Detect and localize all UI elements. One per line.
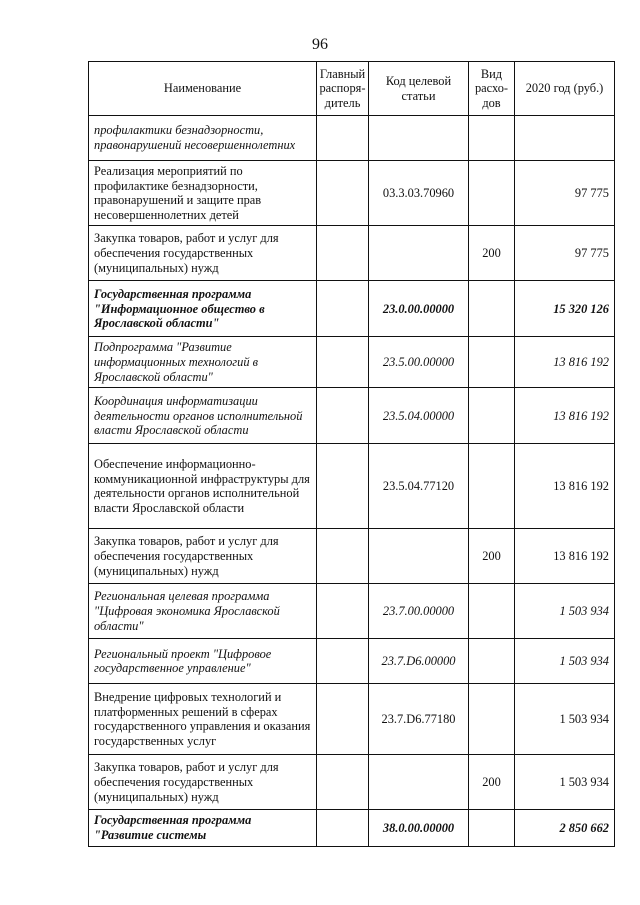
row-chief-manager [317, 755, 369, 810]
row-chief-manager [317, 584, 369, 639]
row-target-code: 23.5.04.00000 [369, 388, 469, 444]
row-name: Региональная целевая программа "Цифровая экономика Ярославской области" [89, 584, 317, 639]
row-amount [515, 116, 615, 161]
row-amount: 1 503 934 [515, 584, 615, 639]
row-expense-type: 200 [469, 755, 515, 810]
row-expense-type [469, 388, 515, 444]
row-expense-type [469, 161, 515, 226]
row-target-code: 23.7.D6.00000 [369, 639, 469, 684]
row-amount: 97 775 [515, 161, 615, 226]
row-chief-manager [317, 281, 369, 337]
row-amount: 1 503 934 [515, 755, 615, 810]
row-target-code: 23.5.00.00000 [369, 337, 469, 388]
row-name: Закупка товаров, работ и услуг для обеспечения государственных (муниципальных) нужд [89, 226, 317, 281]
header-year-amount: 2020 год (руб.) [515, 62, 615, 116]
header-chief-manager: Главный распоря-дитель [317, 62, 369, 116]
row-name: профилактики безнадзорности, правонарушений несовершеннолетних [89, 116, 317, 161]
row-expense-type [469, 281, 515, 337]
row-chief-manager [317, 337, 369, 388]
row-amount: 1 503 934 [515, 639, 615, 684]
table-row [89, 684, 615, 755]
row-expense-type [469, 444, 515, 529]
row-expense-type [469, 584, 515, 639]
row-name: Закупка товаров, работ и услуг для обеспечения государственных (муниципальных) нужд [89, 529, 317, 584]
table-row [89, 639, 615, 684]
table-row [89, 388, 615, 444]
row-expense-type [469, 639, 515, 684]
row-name: Координация информатизации деятельности органов исполнительной власти Ярославской области [89, 388, 317, 444]
row-chief-manager [317, 444, 369, 529]
row-chief-manager [317, 529, 369, 584]
row-target-code: 23.7.00.00000 [369, 584, 469, 639]
page-number: 96 [312, 36, 328, 53]
row-amount: 13 816 192 [515, 444, 615, 529]
row-target-code: 23.7.D6.77180 [369, 684, 469, 755]
header-target-code: Код целевой статьи [369, 62, 469, 116]
table-body [89, 116, 615, 847]
table-row [89, 116, 615, 161]
row-chief-manager [317, 161, 369, 226]
row-name: Внедрение цифровых технологий и платформенных решений в сферах государственного управления и оказания государственных услуг [89, 684, 317, 755]
row-chief-manager [317, 684, 369, 755]
row-expense-type [469, 116, 515, 161]
row-chief-manager [317, 639, 369, 684]
header-name: Наименование [89, 62, 317, 116]
row-name: Государственная программа "Информационное общество в Ярославской области" [89, 281, 317, 337]
row-name: Обеспечение информационно-коммуникационной инфраструктуры для деятельности органов исполнительной власти Ярославской области [89, 444, 317, 529]
row-chief-manager [317, 116, 369, 161]
row-amount: 97 775 [515, 226, 615, 281]
row-target-code: 23.0.00.00000 [369, 281, 469, 337]
row-name: Подпрограмма "Развитие информационных технологий в Ярославской области" [89, 337, 317, 388]
table-row [89, 281, 615, 337]
row-name: Реализация мероприятий по профилактике безнадзорности, правонарушений и защите прав несовершеннолетних детей [89, 161, 317, 226]
row-amount: 2 850 662 [515, 810, 615, 846]
row-target-code [369, 529, 469, 584]
table-row [89, 161, 615, 226]
budget-table [88, 61, 615, 847]
row-expense-type [469, 810, 515, 846]
row-amount: 13 816 192 [515, 529, 615, 584]
table-row [89, 337, 615, 388]
row-name: Закупка товаров, работ и услуг для обеспечения государственных (муниципальных) нужд [89, 755, 317, 810]
row-target-code [369, 755, 469, 810]
table-row [89, 584, 615, 639]
row-target-code: 38.0.00.00000 [369, 810, 469, 846]
row-amount: 13 816 192 [515, 337, 615, 388]
table-row [89, 810, 615, 846]
table-row [89, 444, 615, 529]
row-expense-type: 200 [469, 226, 515, 281]
table-row [89, 755, 615, 810]
table-header-row [89, 62, 615, 116]
table-row [89, 226, 615, 281]
row-expense-type: 200 [469, 529, 515, 584]
row-expense-type [469, 684, 515, 755]
header-expense-type: Вид расхо-дов [469, 62, 515, 116]
row-target-code [369, 116, 469, 161]
row-name: Региональный проект "Цифровое государственное управление" [89, 639, 317, 684]
row-amount: 15 320 126 [515, 281, 615, 337]
row-chief-manager [317, 388, 369, 444]
table-row [89, 529, 615, 584]
row-expense-type [469, 337, 515, 388]
row-target-code: 23.5.04.77120 [369, 444, 469, 529]
row-amount: 13 816 192 [515, 388, 615, 444]
row-amount: 1 503 934 [515, 684, 615, 755]
row-target-code [369, 226, 469, 281]
row-chief-manager [317, 810, 369, 846]
row-target-code: 03.3.03.70960 [369, 161, 469, 226]
row-chief-manager [317, 226, 369, 281]
row-name: Государственная программа "Развитие системы [89, 810, 317, 846]
